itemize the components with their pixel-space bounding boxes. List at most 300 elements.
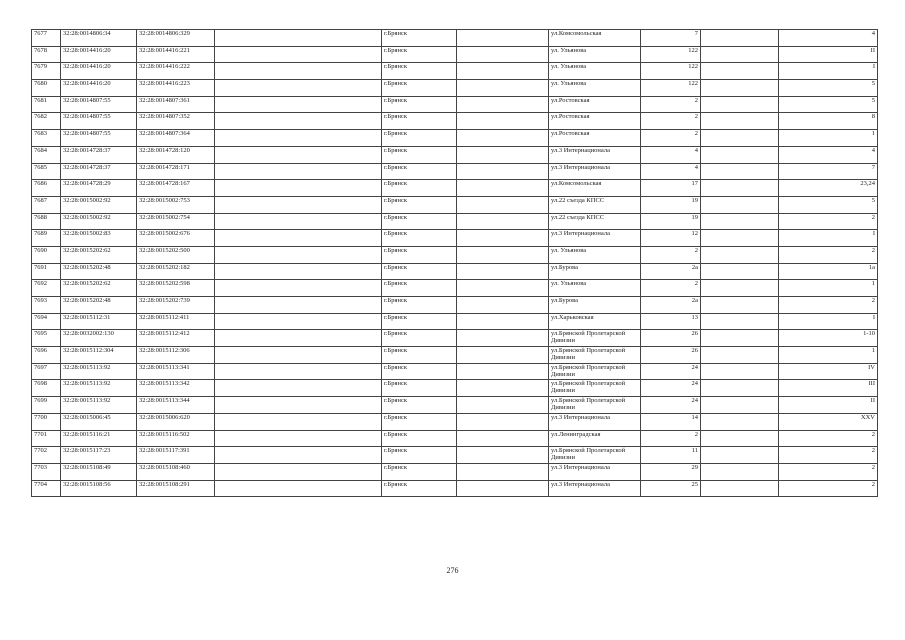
apartment-number-cell: 8 bbox=[779, 113, 878, 130]
parcel-cadastral-number-cell: 32:28:0014416:20 bbox=[61, 46, 137, 63]
parcel-cadastral-number-cell: 32:28:0014807:55 bbox=[61, 130, 137, 147]
empty-column-cell bbox=[701, 347, 779, 364]
row-number-cell: 7688 bbox=[32, 213, 61, 230]
row-number-cell: 7690 bbox=[32, 246, 61, 263]
parcel-cadastral-number-cell: 32:28:0014728:29 bbox=[61, 180, 137, 197]
empty-column-cell bbox=[457, 163, 549, 180]
city-cell: г.Брянск bbox=[382, 113, 457, 130]
row-number-cell: 7696 bbox=[32, 347, 61, 364]
apartment-number-cell: IV bbox=[779, 363, 878, 380]
parcel-cadastral-number-cell: 32:28:0015112:31 bbox=[61, 313, 137, 330]
city-cell: г.Брянск bbox=[382, 96, 457, 113]
empty-column-cell bbox=[215, 113, 382, 130]
object-cadastral-number-cell: 32:28:0015002:753 bbox=[137, 196, 215, 213]
apartment-number-cell: 1 bbox=[779, 280, 878, 297]
city-cell: г.Брянск bbox=[382, 180, 457, 197]
apartment-number-cell: I bbox=[779, 230, 878, 247]
empty-column-cell bbox=[457, 146, 549, 163]
table-row bbox=[32, 213, 878, 230]
parcel-cadastral-number-cell: 32:28:0015006:45 bbox=[61, 413, 137, 430]
row-number-cell: 7694 bbox=[32, 313, 61, 330]
object-cadastral-number-cell: 32:28:0014416:221 bbox=[137, 46, 215, 63]
apartment-number-cell: 7 bbox=[779, 163, 878, 180]
empty-column-cell bbox=[701, 30, 779, 47]
row-number-cell: 7682 bbox=[32, 113, 61, 130]
object-cadastral-number-cell: 32:28:0014416:222 bbox=[137, 63, 215, 80]
row-number-cell: 7702 bbox=[32, 447, 61, 464]
row-number-cell: 7697 bbox=[32, 363, 61, 380]
row-number-cell: 7684 bbox=[32, 146, 61, 163]
house-number-cell: 2 bbox=[641, 113, 701, 130]
street-cell: ул.Ленинградская bbox=[549, 430, 641, 447]
empty-column-cell bbox=[215, 196, 382, 213]
row-number-cell: 7683 bbox=[32, 130, 61, 147]
city-cell: г.Брянск bbox=[382, 146, 457, 163]
object-cadastral-number-cell: 32:28:0015006:620 bbox=[137, 413, 215, 430]
empty-column-cell bbox=[701, 447, 779, 464]
empty-column-cell bbox=[701, 46, 779, 63]
row-number-cell: 7695 bbox=[32, 330, 61, 347]
row-number-cell: 7693 bbox=[32, 297, 61, 314]
row-number-cell: 7698 bbox=[32, 380, 61, 397]
empty-column-cell bbox=[215, 463, 382, 480]
empty-column-cell bbox=[215, 80, 382, 97]
parcel-cadastral-number-cell: 32:28:0014416:20 bbox=[61, 63, 137, 80]
street-cell: ул. Ульянова bbox=[549, 280, 641, 297]
empty-column-cell bbox=[701, 246, 779, 263]
empty-column-cell bbox=[215, 413, 382, 430]
parcel-cadastral-number-cell: 32:28:0015202:48 bbox=[61, 297, 137, 314]
apartment-number-cell: 2 bbox=[779, 297, 878, 314]
house-number-cell: 25 bbox=[641, 480, 701, 497]
empty-column-cell bbox=[215, 130, 382, 147]
city-cell: г.Брянск bbox=[382, 347, 457, 364]
row-number-cell: 7703 bbox=[32, 463, 61, 480]
street-cell: ул.3 Интернационала bbox=[549, 480, 641, 497]
empty-column-cell bbox=[701, 480, 779, 497]
house-number-cell: 4 bbox=[641, 146, 701, 163]
apartment-number-cell: 2 bbox=[779, 463, 878, 480]
empty-column-cell bbox=[457, 46, 549, 63]
table-row bbox=[32, 230, 878, 247]
empty-column-cell bbox=[215, 380, 382, 397]
table-row bbox=[32, 263, 878, 280]
empty-column-cell bbox=[701, 213, 779, 230]
empty-column-cell bbox=[701, 130, 779, 147]
table-row bbox=[32, 180, 878, 197]
object-cadastral-number-cell: 32:28:0015112:412 bbox=[137, 330, 215, 347]
table-row bbox=[32, 330, 878, 347]
street-cell: ул.Харьковская bbox=[549, 313, 641, 330]
parcel-cadastral-number-cell: 32:28:0015117:23 bbox=[61, 447, 137, 464]
object-cadastral-number-cell: 32:28:0014728:167 bbox=[137, 180, 215, 197]
city-cell: г.Брянск bbox=[382, 230, 457, 247]
empty-column-cell bbox=[215, 30, 382, 47]
row-number-cell: 7699 bbox=[32, 397, 61, 414]
house-number-cell: 2 bbox=[641, 96, 701, 113]
row-number-cell: 7701 bbox=[32, 430, 61, 447]
empty-column-cell bbox=[457, 363, 549, 380]
empty-column-cell bbox=[457, 96, 549, 113]
empty-column-cell bbox=[215, 397, 382, 414]
city-cell: г.Брянск bbox=[382, 63, 457, 80]
apartment-number-cell: II bbox=[779, 46, 878, 63]
empty-column-cell bbox=[701, 96, 779, 113]
house-number-cell: 17 bbox=[641, 180, 701, 197]
city-cell: г.Брянск bbox=[382, 80, 457, 97]
empty-column-cell bbox=[457, 30, 549, 47]
parcel-cadastral-number-cell: 32:28:0014728:37 bbox=[61, 146, 137, 163]
apartment-number-cell: 2 bbox=[779, 480, 878, 497]
street-cell: ул.Брянской Пролетарской Дивизии bbox=[549, 347, 641, 364]
empty-column-cell bbox=[701, 63, 779, 80]
object-cadastral-number-cell: 32:28:0015112:411 bbox=[137, 313, 215, 330]
apartment-number-cell: 4 bbox=[779, 146, 878, 163]
empty-column-cell bbox=[701, 363, 779, 380]
city-cell: г.Брянск bbox=[382, 397, 457, 414]
registry-table-body bbox=[32, 30, 878, 497]
house-number-cell: 122 bbox=[641, 80, 701, 97]
object-cadastral-number-cell: 32:28:0015113:344 bbox=[137, 397, 215, 414]
row-number-cell: 7677 bbox=[32, 30, 61, 47]
house-number-cell: 122 bbox=[641, 46, 701, 63]
empty-column-cell bbox=[457, 246, 549, 263]
city-cell: г.Брянск bbox=[382, 246, 457, 263]
empty-column-cell bbox=[457, 63, 549, 80]
empty-column-cell bbox=[457, 196, 549, 213]
street-cell: ул.Брянской Пролетарской Дивизии bbox=[549, 447, 641, 464]
table-row bbox=[32, 313, 878, 330]
house-number-cell: 29 bbox=[641, 463, 701, 480]
apartment-number-cell: 1 bbox=[779, 130, 878, 147]
empty-column-cell bbox=[457, 480, 549, 497]
house-number-cell: 19 bbox=[641, 196, 701, 213]
apartment-number-cell: XXV bbox=[779, 413, 878, 430]
city-cell: г.Брянск bbox=[382, 463, 457, 480]
row-number-cell: 7681 bbox=[32, 96, 61, 113]
table-row bbox=[32, 347, 878, 364]
house-number-cell: 24 bbox=[641, 397, 701, 414]
empty-column-cell bbox=[457, 80, 549, 97]
parcel-cadastral-number-cell: 32:28:0015202:62 bbox=[61, 280, 137, 297]
object-cadastral-number-cell: 32:28:0015002:676 bbox=[137, 230, 215, 247]
street-cell: ул.3 Интернационала bbox=[549, 230, 641, 247]
empty-column-cell bbox=[701, 397, 779, 414]
house-number-cell: 26 bbox=[641, 347, 701, 364]
empty-column-cell bbox=[457, 280, 549, 297]
empty-column-cell bbox=[457, 230, 549, 247]
object-cadastral-number-cell: 32:28:0014807:352 bbox=[137, 113, 215, 130]
city-cell: г.Брянск bbox=[382, 430, 457, 447]
street-cell: ул.Ростовская bbox=[549, 96, 641, 113]
street-cell: ул.Комсомольская bbox=[549, 180, 641, 197]
street-cell: ул.22 съезда КПСС bbox=[549, 213, 641, 230]
object-cadastral-number-cell: 32:28:0014728:171 bbox=[137, 163, 215, 180]
street-cell: ул.Комсомольская bbox=[549, 30, 641, 47]
empty-column-cell bbox=[457, 180, 549, 197]
apartment-number-cell: II bbox=[779, 397, 878, 414]
table-row bbox=[32, 163, 878, 180]
empty-column-cell bbox=[701, 463, 779, 480]
parcel-cadastral-number-cell: 32:28:0014416:20 bbox=[61, 80, 137, 97]
table-row bbox=[32, 397, 878, 414]
apartment-number-cell: 5 bbox=[779, 80, 878, 97]
object-cadastral-number-cell: 32:28:0014806:329 bbox=[137, 30, 215, 47]
city-cell: г.Брянск bbox=[382, 480, 457, 497]
street-cell: ул.Ростовская bbox=[549, 130, 641, 147]
empty-column-cell bbox=[701, 263, 779, 280]
row-number-cell: 7686 bbox=[32, 180, 61, 197]
street-cell: ул. Ульянова bbox=[549, 46, 641, 63]
object-cadastral-number-cell: 32:28:0015112:306 bbox=[137, 347, 215, 364]
object-cadastral-number-cell: 32:28:0014728:120 bbox=[137, 146, 215, 163]
parcel-cadastral-number-cell: 32:28:0032002:130 bbox=[61, 330, 137, 347]
parcel-cadastral-number-cell: 32:28:0015112:304 bbox=[61, 347, 137, 364]
empty-column-cell bbox=[215, 263, 382, 280]
city-cell: г.Брянск bbox=[382, 46, 457, 63]
object-cadastral-number-cell: 32:28:0014416:223 bbox=[137, 80, 215, 97]
empty-column-cell bbox=[701, 380, 779, 397]
empty-column-cell bbox=[457, 413, 549, 430]
row-number-cell: 7680 bbox=[32, 80, 61, 97]
house-number-cell: 26 bbox=[641, 330, 701, 347]
table-row bbox=[32, 196, 878, 213]
empty-column-cell bbox=[701, 163, 779, 180]
apartment-number-cell: I bbox=[779, 63, 878, 80]
table-row bbox=[32, 280, 878, 297]
parcel-cadastral-number-cell: 32:28:0014807:55 bbox=[61, 96, 137, 113]
row-number-cell: 7678 bbox=[32, 46, 61, 63]
parcel-cadastral-number-cell: 32:28:0015202:48 bbox=[61, 263, 137, 280]
empty-column-cell bbox=[215, 146, 382, 163]
apartment-number-cell: 2 bbox=[779, 447, 878, 464]
row-number-cell: 7691 bbox=[32, 263, 61, 280]
table-row bbox=[32, 430, 878, 447]
house-number-cell: 2а bbox=[641, 297, 701, 314]
table-row bbox=[32, 46, 878, 63]
empty-column-cell bbox=[215, 447, 382, 464]
house-number-cell: 14 bbox=[641, 413, 701, 430]
street-cell: ул.3 Интернационала bbox=[549, 413, 641, 430]
empty-column-cell bbox=[457, 330, 549, 347]
empty-column-cell bbox=[457, 430, 549, 447]
house-number-cell: 19 bbox=[641, 213, 701, 230]
street-cell: ул.Брянской Пролетарской Дивизии bbox=[549, 330, 641, 347]
object-cadastral-number-cell: 32:28:0015113:342 bbox=[137, 380, 215, 397]
table-row bbox=[32, 96, 878, 113]
house-number-cell: 122 bbox=[641, 63, 701, 80]
house-number-cell: 12 bbox=[641, 230, 701, 247]
object-cadastral-number-cell: 32:28:0015108:291 bbox=[137, 480, 215, 497]
object-cadastral-number-cell: 32:28:0015202:182 bbox=[137, 263, 215, 280]
empty-column-cell bbox=[457, 113, 549, 130]
empty-column-cell bbox=[701, 313, 779, 330]
empty-column-cell bbox=[215, 230, 382, 247]
table-row bbox=[32, 447, 878, 464]
empty-column-cell bbox=[215, 330, 382, 347]
city-cell: г.Брянск bbox=[382, 363, 457, 380]
empty-column-cell bbox=[701, 330, 779, 347]
house-number-cell: 2 bbox=[641, 280, 701, 297]
apartment-number-cell: 1 bbox=[779, 347, 878, 364]
apartment-number-cell: 1-10 bbox=[779, 330, 878, 347]
object-cadastral-number-cell: 32:28:0015202:500 bbox=[137, 246, 215, 263]
city-cell: г.Брянск bbox=[382, 413, 457, 430]
street-cell: ул.Бурова bbox=[549, 263, 641, 280]
apartment-number-cell: 5 bbox=[779, 196, 878, 213]
empty-column-cell bbox=[457, 397, 549, 414]
apartment-number-cell: 1а bbox=[779, 263, 878, 280]
city-cell: г.Брянск bbox=[382, 196, 457, 213]
table-row bbox=[32, 63, 878, 80]
street-cell: ул. Ульянова bbox=[549, 246, 641, 263]
row-number-cell: 7679 bbox=[32, 63, 61, 80]
table-row bbox=[32, 146, 878, 163]
empty-column-cell bbox=[457, 313, 549, 330]
house-number-cell: 2 bbox=[641, 430, 701, 447]
parcel-cadastral-number-cell: 32:28:0014806:34 bbox=[61, 30, 137, 47]
city-cell: г.Брянск bbox=[382, 213, 457, 230]
row-number-cell: 7685 bbox=[32, 163, 61, 180]
city-cell: г.Брянск bbox=[382, 330, 457, 347]
city-cell: г.Брянск bbox=[382, 280, 457, 297]
street-cell: ул. Ульянова bbox=[549, 63, 641, 80]
empty-column-cell bbox=[215, 480, 382, 497]
empty-column-cell bbox=[457, 463, 549, 480]
empty-column-cell bbox=[215, 363, 382, 380]
table-row bbox=[32, 30, 878, 47]
house-number-cell: 11 bbox=[641, 447, 701, 464]
empty-column-cell bbox=[215, 96, 382, 113]
row-number-cell: 7700 bbox=[32, 413, 61, 430]
city-cell: г.Брянск bbox=[382, 380, 457, 397]
parcel-cadastral-number-cell: 32:28:0015108:56 bbox=[61, 480, 137, 497]
empty-column-cell bbox=[701, 196, 779, 213]
empty-column-cell bbox=[215, 246, 382, 263]
city-cell: г.Брянск bbox=[382, 263, 457, 280]
empty-column-cell bbox=[701, 413, 779, 430]
parcel-cadastral-number-cell: 32:28:0015202:62 bbox=[61, 246, 137, 263]
apartment-number-cell: 2 bbox=[779, 213, 878, 230]
table-row bbox=[32, 113, 878, 130]
empty-column-cell bbox=[215, 46, 382, 63]
apartment-number-cell: 2 bbox=[779, 246, 878, 263]
empty-column-cell bbox=[457, 130, 549, 147]
house-number-cell: 2 bbox=[641, 246, 701, 263]
page-number: 276 bbox=[446, 566, 459, 575]
empty-column-cell bbox=[215, 163, 382, 180]
empty-column-cell bbox=[701, 430, 779, 447]
empty-column-cell bbox=[701, 80, 779, 97]
object-cadastral-number-cell: 32:28:0015002:754 bbox=[137, 213, 215, 230]
apartment-number-cell: III bbox=[779, 380, 878, 397]
object-cadastral-number-cell: 32:28:0015202:598 bbox=[137, 280, 215, 297]
table-row bbox=[32, 463, 878, 480]
object-cadastral-number-cell: 32:28:0014807:364 bbox=[137, 130, 215, 147]
empty-column-cell bbox=[457, 213, 549, 230]
parcel-cadastral-number-cell: 32:28:0015002:83 bbox=[61, 230, 137, 247]
house-number-cell: 4 bbox=[641, 163, 701, 180]
street-cell: ул.3 Интернационала bbox=[549, 163, 641, 180]
apartment-number-cell: 2 bbox=[779, 430, 878, 447]
object-cadastral-number-cell: 32:28:0015116:502 bbox=[137, 430, 215, 447]
street-cell: ул.Ростовская bbox=[549, 113, 641, 130]
empty-column-cell bbox=[215, 280, 382, 297]
street-cell: ул.Брянской Пролетарской Дивизии bbox=[549, 380, 641, 397]
object-cadastral-number-cell: 32:28:0015117:391 bbox=[137, 447, 215, 464]
registry-table bbox=[31, 29, 878, 497]
object-cadastral-number-cell: 32:28:0014807:361 bbox=[137, 96, 215, 113]
table-row bbox=[32, 130, 878, 147]
street-cell: ул.Бурова bbox=[549, 297, 641, 314]
empty-column-cell bbox=[457, 380, 549, 397]
house-number-cell: 13 bbox=[641, 313, 701, 330]
street-cell: ул.Брянской Пролетарской Дивизии bbox=[549, 363, 641, 380]
empty-column-cell bbox=[215, 63, 382, 80]
table-row bbox=[32, 80, 878, 97]
parcel-cadastral-number-cell: 32:28:0015116:21 bbox=[61, 430, 137, 447]
empty-column-cell bbox=[215, 297, 382, 314]
parcel-cadastral-number-cell: 32:28:0015113:92 bbox=[61, 380, 137, 397]
parcel-cadastral-number-cell: 32:28:0015108:49 bbox=[61, 463, 137, 480]
table-row bbox=[32, 480, 878, 497]
house-number-cell: 24 bbox=[641, 380, 701, 397]
street-cell: ул.3 Интернационала bbox=[549, 146, 641, 163]
apartment-number-cell: 23,24 bbox=[779, 180, 878, 197]
object-cadastral-number-cell: 32:28:0015108:460 bbox=[137, 463, 215, 480]
city-cell: г.Брянск bbox=[382, 163, 457, 180]
street-cell: ул. Ульянова bbox=[549, 80, 641, 97]
table-row bbox=[32, 297, 878, 314]
city-cell: г.Брянск bbox=[382, 30, 457, 47]
city-cell: г.Брянск bbox=[382, 313, 457, 330]
parcel-cadastral-number-cell: 32:28:0014728:37 bbox=[61, 163, 137, 180]
street-cell: ул.3 Интернационала bbox=[549, 463, 641, 480]
table-row bbox=[32, 380, 878, 397]
empty-column-cell bbox=[457, 297, 549, 314]
empty-column-cell bbox=[701, 113, 779, 130]
empty-column-cell bbox=[701, 146, 779, 163]
house-number-cell: 24 bbox=[641, 363, 701, 380]
table-row bbox=[32, 246, 878, 263]
street-cell: ул.Брянской Пролетарской Дивизии bbox=[549, 397, 641, 414]
row-number-cell: 7689 bbox=[32, 230, 61, 247]
empty-column-cell bbox=[215, 347, 382, 364]
house-number-cell: 7 bbox=[641, 30, 701, 47]
row-number-cell: 7704 bbox=[32, 480, 61, 497]
object-cadastral-number-cell: 32:28:0015202:739 bbox=[137, 297, 215, 314]
empty-column-cell bbox=[701, 280, 779, 297]
object-cadastral-number-cell: 32:28:0015113:341 bbox=[137, 363, 215, 380]
house-number-cell: 2а bbox=[641, 263, 701, 280]
parcel-cadastral-number-cell: 32:28:0014807:55 bbox=[61, 113, 137, 130]
table-row bbox=[32, 413, 878, 430]
parcel-cadastral-number-cell: 32:28:0015002:92 bbox=[61, 196, 137, 213]
empty-column-cell bbox=[457, 447, 549, 464]
parcel-cadastral-number-cell: 32:28:0015113:92 bbox=[61, 397, 137, 414]
city-cell: г.Брянск bbox=[382, 130, 457, 147]
empty-column-cell bbox=[215, 180, 382, 197]
street-cell: ул.22 съезда КПСС bbox=[549, 196, 641, 213]
apartment-number-cell: 4 bbox=[779, 30, 878, 47]
row-number-cell: 7687 bbox=[32, 196, 61, 213]
row-number-cell: 7692 bbox=[32, 280, 61, 297]
empty-column-cell bbox=[701, 297, 779, 314]
empty-column-cell bbox=[215, 213, 382, 230]
house-number-cell: 2 bbox=[641, 130, 701, 147]
parcel-cadastral-number-cell: 32:28:0015113:92 bbox=[61, 363, 137, 380]
empty-column-cell bbox=[215, 313, 382, 330]
